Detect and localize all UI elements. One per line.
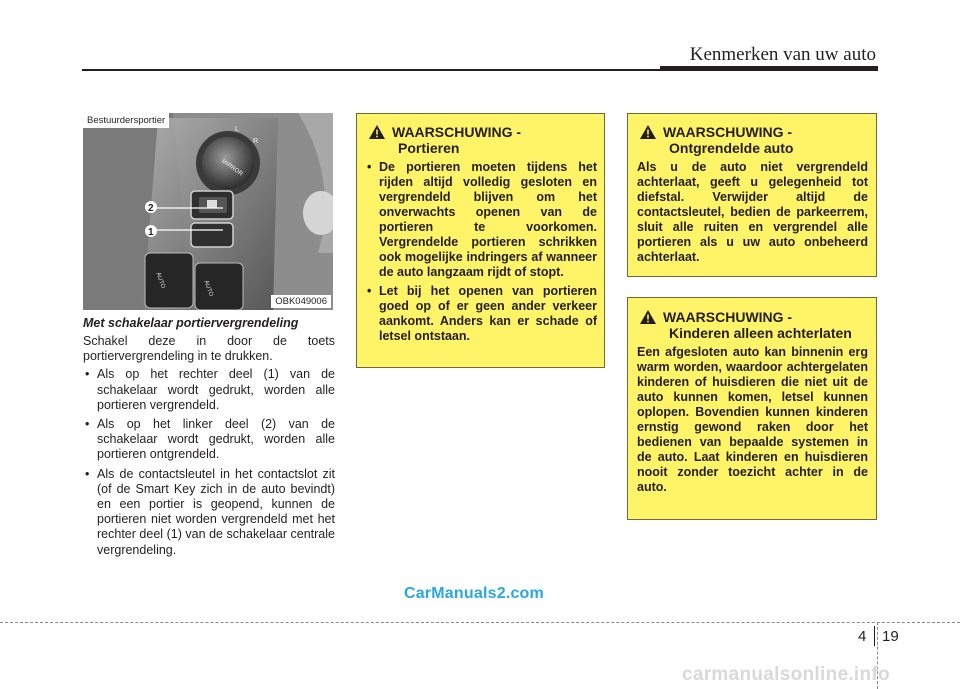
mirror-right-label: R	[253, 138, 259, 145]
door-switch-photo	[83, 113, 333, 310]
warning-triangle-icon	[639, 309, 657, 325]
warning-list	[366, 160, 597, 344]
warning-heading	[366, 124, 597, 156]
warning-subtitle: Portieren	[398, 140, 460, 156]
footer-site-watermark[interactable]: carmanualsonline.info	[682, 664, 890, 685]
section-title: Kenmerken van uw auto	[689, 44, 876, 65]
intro-paragraph: Schakel deze in door de toets portiervergrendeling in te drukken.	[83, 334, 335, 364]
list-item: • Als op het linker deel (2) van de schakelaar wordt gedrukt, worden alle portieren ontgrendeld.	[83, 417, 335, 463]
warning-heading	[637, 309, 868, 341]
warning-subtitle: Kinderen alleen achterlaten	[669, 325, 852, 341]
list-item: • Als de contactsleutel in het contactslot zit (of de Smart Key zich in de auto bevindt) en een portier is geopend, kunnen de portieren niet worden vergrendeld met het rechter deel (1) van de schakelaar centrale vergrendeling.	[83, 467, 335, 558]
body-text	[83, 334, 335, 562]
warning-body: Als u de auto niet vergrendeld achterlaat, geeft u gelegenheid tot diefstal. Verwijder altijd de contactsleutel, bedien de parkeerrem, sluit alle ruiten en vergrendel alle portieren als u uw auto onbeheerd achterlaat.	[637, 160, 868, 264]
warning-triangle-icon	[639, 124, 657, 140]
warning-title: WAARSCHUWING -	[663, 309, 793, 325]
footer-divider	[0, 622, 960, 623]
warning-title: WAARSCHUWING -	[392, 124, 522, 140]
list-item: • De portieren moeten tijdens het rijden altijd volledig gesloten en vergrendeld blijven om het onverwachts openen van de portieren te voorkomen. Vergrendelde portieren schrikken ook mogelijke indringers af wanneer de auto langzaam rijdt of stopt.	[366, 160, 597, 280]
warning-title: WAARSCHUWING -	[663, 124, 793, 140]
watermark-link[interactable]: CarManuals2.com	[404, 585, 544, 602]
warning-body: Een afgesloten auto kan binnenin erg warm worden, waardoor achtergelaten kinderen of huisdieren die niet uit de auto kunnen komen, letsel kunnen oplopen. Bovendien kunnen kinderen ernstig gewond raken door het bedienen van bepaalde systemen in de auto. Laat kinderen en huisdieren nooit zonder toezicht achter in de auto.	[637, 345, 868, 494]
warning-subtitle: Ontgrendelde auto	[669, 140, 794, 156]
mirror-label: MIRROR	[220, 158, 244, 178]
door-panel-illustration	[83, 113, 333, 310]
callout-2: 2	[148, 203, 154, 214]
page-number: 19	[882, 628, 899, 645]
instruction-list	[83, 367, 335, 557]
list-item: • Let bij het openen van portieren goed op of er geen ander verkeer aankomt. Anders kan er schade of letsel ontstaan.	[366, 284, 597, 344]
section-caption: Met schakelaar portiervergrendeling	[83, 316, 299, 330]
header-rule	[82, 69, 662, 71]
auto-label-right: AUTO	[202, 279, 214, 298]
warning-box-children	[627, 297, 877, 520]
chapter-number: 4	[858, 628, 867, 645]
warning-box-doors	[356, 113, 605, 368]
warning-triangle-icon	[368, 124, 386, 140]
auto-label-left: AUTO	[154, 271, 166, 290]
warning-heading	[637, 124, 868, 156]
figure-code: OBK049006	[271, 295, 331, 308]
list-item: • Als op het rechter deel (1) van de schakelaar wordt gedrukt, worden alle portieren vergrendeld.	[83, 367, 335, 413]
mirror-left-label: L	[235, 126, 239, 133]
page-number-divider	[874, 626, 875, 646]
callout-1: 1	[148, 227, 154, 238]
figure-label: Bestuurdersportier	[83, 113, 169, 128]
header-rule-accent	[660, 66, 878, 71]
warning-box-unlocked-car	[627, 113, 877, 277]
